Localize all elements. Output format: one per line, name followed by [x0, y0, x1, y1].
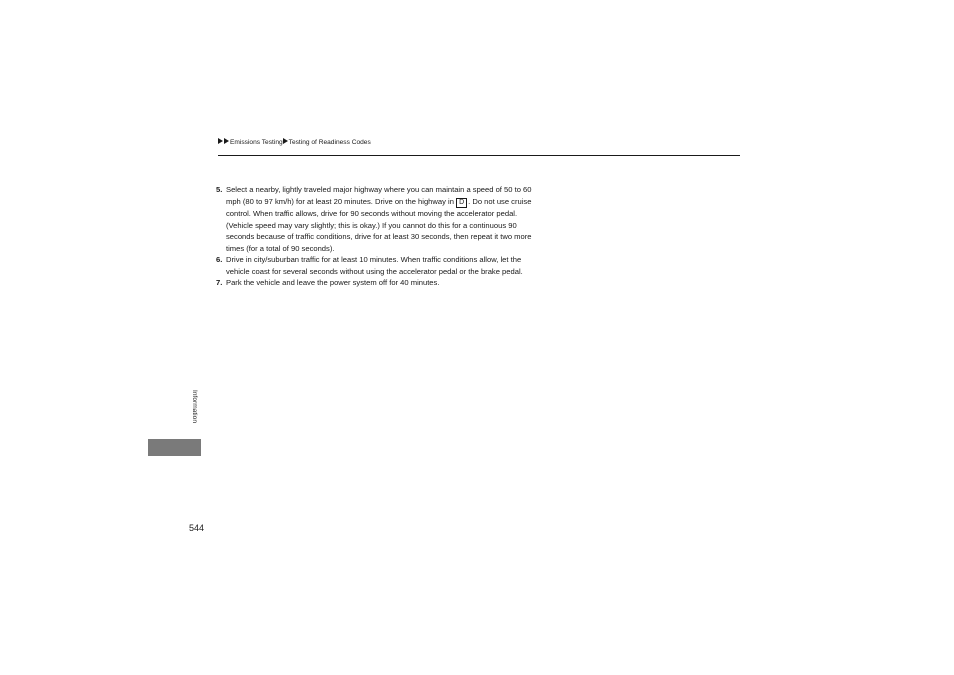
section-tab-marker: [148, 439, 201, 456]
step-text: Drive in city/suburban traffic for at least 10 minutes. When traffic conditions allow, let the vehicle coast for several seconds without using the accelerator pedal or the brake pedal.: [226, 255, 523, 276]
breadcrumb-item-readiness-codes: Testing of Readiness Codes: [288, 139, 371, 146]
breadcrumb: [218, 138, 371, 148]
step-text: Park the vehicle and leave the power system off for 40 minutes.: [226, 278, 440, 287]
step-text: . Do not use cruise control. When traffic allows, drive for 90 seconds without moving the accelerator pedal. (Vehicle speed may vary slightly; this is okay.) If you cannot do this for a continuous 90 seconds because of traffic conditions, drive for at least 30 seconds, then repeat it two more times (for a total of 90 seconds).: [226, 196, 532, 253]
breadcrumb-item-emissions-testing[interactable]: Emissions Testing: [230, 139, 283, 146]
step-7: [216, 277, 536, 289]
drive-position-d-key: D: [456, 198, 467, 209]
step-6: [216, 254, 536, 277]
breadcrumb-arrow-icon: [283, 138, 288, 144]
header-divider: [218, 155, 740, 156]
step-number: 7.: [216, 278, 223, 287]
section-side-label: Information: [191, 390, 198, 423]
breadcrumb-arrow-icon: [218, 138, 223, 144]
step-list: [216, 184, 536, 289]
step-text: Select a nearby, lightly traveled major highway where you can maintain a speed of 50 to 60 mph (80 to 97 km/h) for at least 20 minutes. Drive on the highway in: [226, 185, 532, 206]
step-5: [216, 184, 536, 254]
step-number: 5.: [216, 185, 223, 194]
page-number: 544: [189, 523, 205, 533]
breadcrumb-arrow-icon: [224, 138, 229, 144]
step-number: 6.: [216, 255, 223, 264]
